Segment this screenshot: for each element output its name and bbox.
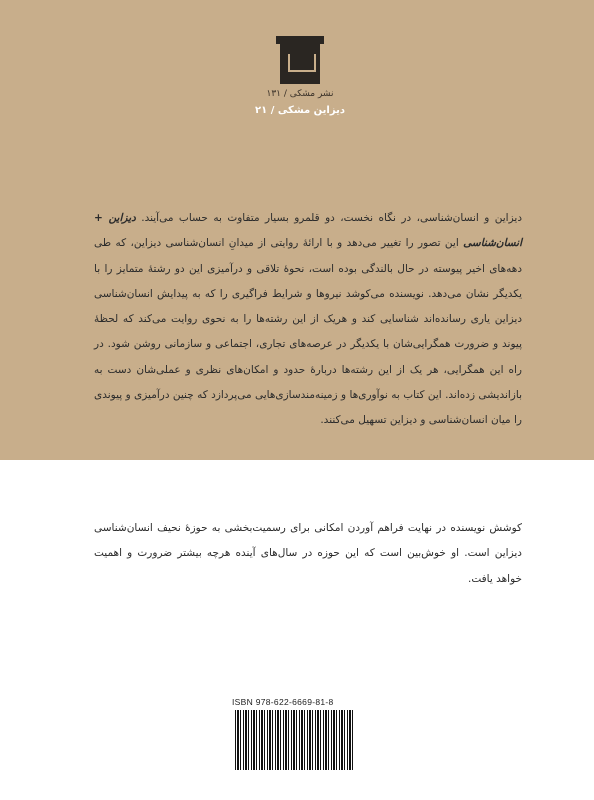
publisher-logo-icon — [280, 40, 320, 84]
barcode — [235, 710, 355, 770]
isbn-text: ISBN 978-622-6669-81-8 — [232, 697, 334, 707]
logo-cap — [276, 36, 324, 44]
description-paragraph-1 — [94, 206, 522, 434]
paragraph1-text-b: این تصور را تغییر می‌دهد و با ارائهٔ روایتی از میدانِ انسان‌شناسی دیزاین، که طی دهه‌های اخیر پیوسته در حال بالندگی بوده است، نحوهٔ تلاقی و درآمیزی این دو رشتهٔ متمایز را با یکدیگر نشان می‌دهد. نویسنده می‌کوشد نیروها و شرایط فراگیری را که به پیدایش انسان‌شناسی دیزاین یاری رسانده‌اند شناسایی کند و هریک از این رشته‌ها را به نحوی روایت می‌کند که لحظهٔ پیوند و ضرورت همگرایی‌شان با یکدیگر در عرصه‌های تجاری، اجتماعی و سازمانی روشن شود. در راه این همگرایی، هر یک از این رشته‌ها دربارهٔ حدود و امکان‌های نظری و عملی‌شان دست به بازاندیشی زده‌اند. این کتاب به نوآوری‌ها و زمینه‌مندسازی‌هایی می‌پردازد که چنین درآمیزی و پیوندی را میان انسان‌شناسی و دیزاین تسهیل می‌کنند. — [94, 237, 522, 427]
publisher-number: نشر مشکی / ۱۳۱ — [266, 89, 334, 99]
logo-glyph — [288, 54, 316, 72]
paragraph1-text-a: دیزاین و انسان‌شناسی، در نگاه نخست، دو قلمرو بسیار متفاوت به حساب می‌آیند. — [135, 212, 522, 224]
book-title: دیزاین + انسان‌شناسی — [94, 212, 522, 250]
series-label: دیزاین مشکی / ۲۱ — [255, 105, 345, 116]
description-paragraph-2: کوشش نویسنده در نهایت فراهم آوردن امکانی برای رسمیت‌بخشی به حوزهٔ نحیف انسان‌شناسی دیزاین است. او خوش‌بین است که این حوزه در سال‌های آینده هرچه بیشتر ضرورت و اهمیت خواهد یافت. — [94, 522, 522, 585]
